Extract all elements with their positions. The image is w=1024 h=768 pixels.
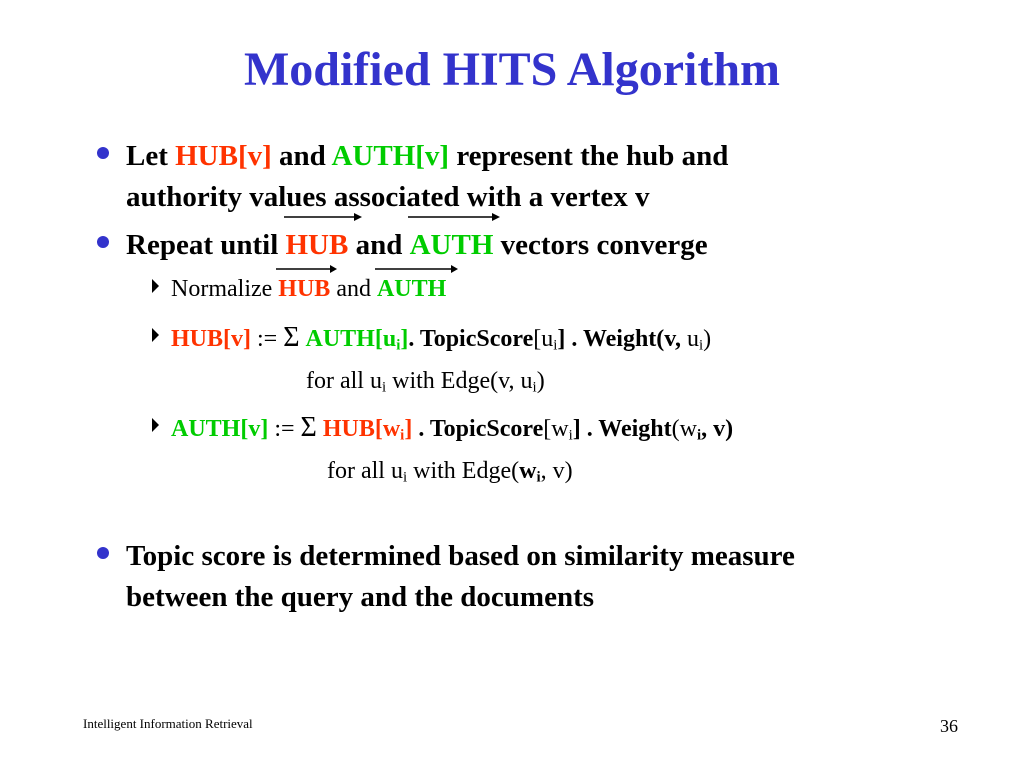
slide-title: Modified HITS Algorithm (243, 43, 781, 96)
hub-vector-label: HUB (278, 276, 331, 302)
assign-operator: := (257, 326, 278, 352)
bullet-1-line-2: authority values associated with a vertex v (126, 181, 650, 213)
assign-operator: := (274, 416, 295, 442)
text-with-edge: with Edge( (413, 458, 520, 484)
subscript-i: i (553, 337, 558, 354)
auth-vector-label: AUTH (409, 229, 494, 261)
sub-bullet-normalize (171, 274, 446, 304)
auth-u-text: AUTH[u (305, 326, 397, 352)
hub-v-label: HUB[v] (175, 140, 272, 172)
bullet-dot (97, 236, 109, 248)
subscript-i: i (698, 337, 704, 354)
hub-w-close: ] (404, 416, 413, 442)
auth-v-label: AUTH[v] (331, 140, 450, 172)
subscript-i: i (568, 427, 573, 444)
weight-arg-u: u (686, 326, 699, 352)
subscript-i: i (381, 379, 387, 396)
subscript-i: i (396, 337, 401, 354)
text-forall: for all u (327, 458, 403, 484)
weight-arg-v: , v (701, 416, 726, 442)
bullet-dot (97, 547, 109, 559)
hub-update-formula (171, 323, 711, 354)
text-forall: for all u (306, 368, 382, 394)
subscript-i: i (532, 379, 537, 396)
topic-arg-close: ] (572, 416, 581, 442)
topic-score-label: . TopicScore (408, 326, 534, 352)
vector-arrow-icon (276, 264, 338, 274)
auth-vector-label: AUTH (376, 276, 447, 302)
hub-update-condition (306, 366, 545, 396)
sigma-symbol: Σ (283, 322, 300, 353)
topic-arg-close: ] (557, 326, 566, 352)
subscript-i: i (536, 469, 541, 486)
weight-arg-w: (w (671, 416, 697, 442)
sub-bullet-marker (152, 328, 159, 342)
footer-course-title: Intelligent Information Retrieval (83, 716, 253, 731)
topic-score-label: . TopicScore (418, 416, 544, 442)
auth-v-label: AUTH[v] (171, 416, 269, 442)
bullet-1-line-1 (126, 136, 728, 177)
weight-arg-close: ) (725, 416, 734, 442)
vector-arrow-icon (408, 212, 502, 222)
auth-vector (410, 225, 494, 266)
text-end: ) (536, 368, 545, 394)
hub-w-text: HUB[w (322, 416, 401, 442)
vector-arrow-icon (284, 212, 364, 222)
topic-arg-open: [u (533, 326, 554, 352)
auth-u-close: ] (400, 326, 409, 352)
auth-update-formula (171, 413, 733, 444)
text-let: Let (126, 140, 168, 172)
subscript-i: i (400, 427, 405, 444)
weight-arg-close: ) (703, 326, 712, 352)
subscript-i: i (402, 469, 408, 486)
sub-bullet-marker (152, 279, 159, 293)
text-repeat: Repeat until (126, 229, 279, 261)
weight-arg-v: (v, (656, 326, 681, 352)
hub-w-label (323, 416, 412, 442)
page-number: 36 (940, 716, 958, 736)
text-normalize: Normalize (171, 276, 273, 302)
auth-vector (377, 274, 446, 304)
hub-v-label: HUB[v] (171, 326, 251, 352)
weight-label: . Weight (571, 326, 657, 352)
sub-bullet-marker (152, 418, 159, 432)
text-and: and (336, 276, 371, 302)
bullet-3-line-1: Topic score is determined based on similarity measure (126, 540, 795, 572)
text-vectors: vectors converge (500, 229, 708, 261)
text-w: w (519, 458, 537, 484)
auth-u-label (306, 326, 409, 352)
sigma-symbol: Σ (300, 412, 317, 443)
topic-arg-open: [w (543, 416, 569, 442)
auth-update-condition (327, 456, 573, 486)
vector-arrow-icon (375, 264, 459, 274)
subscript-i: i (696, 427, 702, 444)
bullet-dot (97, 147, 109, 159)
weight-label: . Weight (586, 416, 672, 442)
bullet-3-line-2: between the query and the documents (126, 581, 595, 613)
bullet-2-line (126, 225, 708, 266)
text-end: , v) (540, 458, 573, 484)
hub-vector-label: HUB (285, 229, 349, 261)
text-and: and (279, 140, 326, 172)
text-and: and (355, 229, 403, 261)
text-represent: represent the hub and (456, 140, 729, 172)
text-with-edge: with Edge(v, u (392, 368, 533, 394)
hub-vector (278, 274, 330, 304)
hub-vector (286, 225, 349, 266)
